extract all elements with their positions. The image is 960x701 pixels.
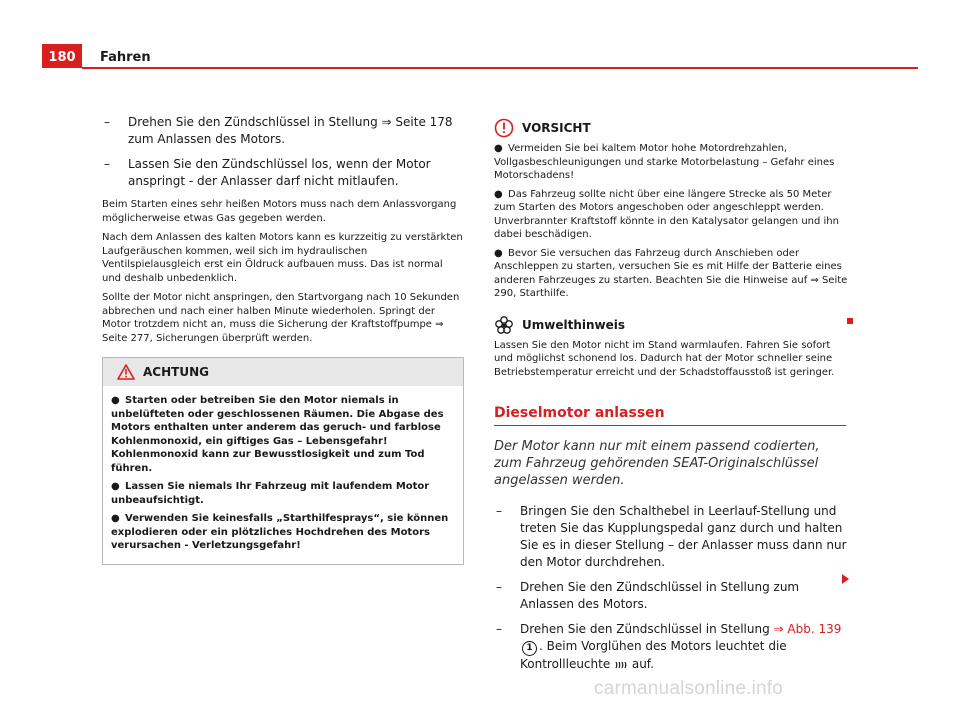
step-item: – Bringen Sie den Schalthebel in Leerlauf-Stellung und treten Sie das Kupplungspedal ganz durch und halten Sie es in dieser Stellung – der Anlasser muss dann nur den Motor durchdrehen. [496, 504, 847, 569]
flower-icon [494, 315, 514, 335]
body-paragraph: Beim Starten eines sehr heißen Motors muss nach dem Anlassvorgang möglicherweise etwas Gas gegeben werden. [102, 199, 457, 224]
warning-bullet: ● Verwenden Sie keinesfalls „Starthilfesprays“, sie können explodieren oder ein plötzliches Hochdrehen des Motors verursachen - Verletzungsgefahr! [111, 513, 449, 551]
chapter-title: Fahren [100, 50, 151, 65]
step-item: – Drehen Sie den Zündschlüssel in Stellung zum Anlassen des Motors. [496, 580, 800, 611]
warning-header [103, 358, 463, 386]
warning-triangle-icon [117, 364, 135, 380]
caution-bullet: ● Bevor Sie versuchen das Fahrzeug durch Anschieben oder Anschleppen zu starten, versuchen Sie es mit Hilfe der Batterie eines anderen Fahrzeuges zu starten. Beachten Sie die Hinweise auf ⇒ Seite 290, Starthilfe. [494, 247, 848, 299]
caution-title: VORSICHT [522, 121, 591, 135]
step-item: – Drehen Sie den Zündschlüssel in Stellung ⇒ Abb. 139 1 . Beim Vorglühen des Motors leuchtet die Kontrollleuchte auf. [496, 622, 842, 671]
warning-box [102, 357, 464, 565]
figure-reference-link[interactable]: ⇒ Abb. 139 [773, 622, 842, 636]
environment-text: Lassen Sie den Motor nicht im Stand warmlaufen. Fahren Sie sofort und möglichst schonend los. Dadurch hat der Motor schneller seine Betriebstemperatur erreicht und der Schadstoffausstoß ist geringer. [494, 339, 835, 378]
section-heading: Dieselmotor anlassen [494, 405, 846, 426]
environment-header [494, 315, 848, 335]
step-item: – Drehen Sie den Zündschlüssel in Stellung ⇒ Seite 178 zum Anlassen des Motors. [104, 115, 453, 146]
environment-title: Umwelthinweis [522, 317, 626, 332]
step-item: – Lassen Sie den Zündschlüssel los, wenn der Motor anspringt - der Anlasser darf nicht mitlaufen. [104, 157, 431, 188]
caution-icon [494, 118, 514, 138]
watermark: carmanualsonline.info [594, 678, 784, 699]
header-divider [82, 67, 918, 69]
caution-bullet: ● Vermeiden Sie bei kaltem Motor hohe Motordrehzahlen, Vollgasbeschleunigungen und starke Motorbelastung – Gefahr eines Motorschadens! [494, 143, 835, 181]
left-column [102, 114, 464, 565]
body-paragraph: Nach dem Anlassen des kalten Motors kann es kurzzeitig zu verstärkten Laufgeräuschen kommen, weil sich im hydraulischen Ventilspielausgleich erst ein Öldruck aufbauen muss. Das ist normal und deshalb unbedenklich. [102, 232, 463, 284]
right-column [494, 118, 848, 681]
body-paragraph: Sollte der Motor nicht anspringen, den Startvorgang nach 10 Sekunden abbrechen und nach einer halben Minute wiederholen. Springt der Motor trotzdem nicht an, muss die Sicherung der Kraftstoffpumpe ⇒ Seite 277, Sicherungen überprüft werden. [102, 292, 460, 344]
section-end-marker [847, 318, 853, 324]
page-number: 180 [42, 44, 82, 68]
warning-bullet: ● Lassen Sie niemals Ihr Fahrzeug mit laufendem Motor unbeaufsichtigt. [111, 481, 430, 506]
page-reference-link[interactable]: ⇒ Seite 178 [381, 115, 453, 129]
section-intro: Der Motor kann nur mit einem passend codierten, zum Fahrzeug gehörenden SEAT-Originalschlüssel angelassen werden. [494, 439, 820, 488]
callout-number: 1 [522, 641, 537, 656]
caution-header [494, 118, 848, 138]
caution-bullet: ● Das Fahrzeug sollte nicht über eine längere Strecke als 50 Meter zum Starten des Motors angeschoben oder angeschleppt werden. Unverbrannter Kraftstoff könnte in den Katalysator gelangen und ihn dabei beschädigen. [494, 188, 839, 240]
warning-bullet: ● Starten oder betreiben Sie den Motor niemals in unbelüfteten oder geschlossenen Räumen. Die Abgase des Motors enthalten unter anderem das geruch- und farblose Kohlenmonoxid, ein giftiges Gas – Lebensgefahr! Kohlenmonoxid kann zur Bewusstlosigkeit und zum Tod führen. [111, 395, 444, 474]
glow-plug-icon [614, 660, 628, 670]
warning-title: ACHTUNG [143, 365, 209, 379]
next-page-arrow-icon [842, 574, 849, 584]
